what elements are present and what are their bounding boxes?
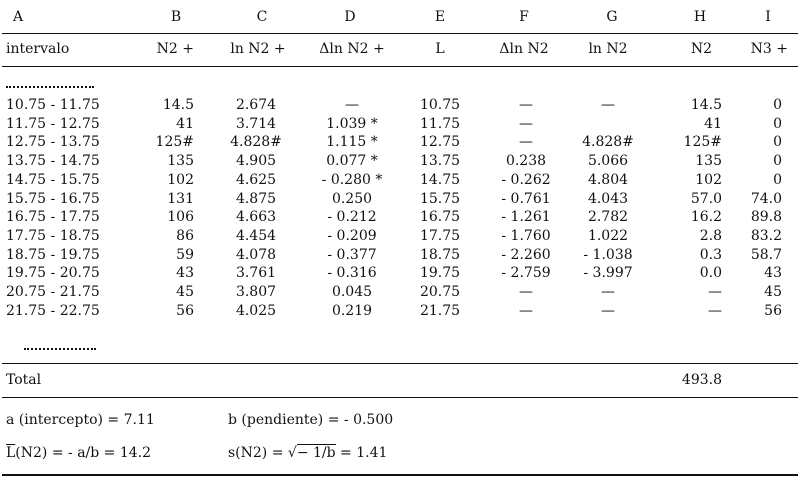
table-cell-h: 102 bbox=[695, 172, 722, 188]
table-cell-h: 2.8 bbox=[699, 228, 722, 244]
l-bar: $\overline{L}$ bbox=[6, 445, 16, 461]
table-bottom-rule bbox=[2, 474, 798, 476]
table-cell-g: — bbox=[601, 97, 615, 113]
table-cell-b: 106 bbox=[167, 209, 194, 225]
table-cell-d: 0.250 bbox=[331, 191, 373, 207]
table-cell-i: 74.0 bbox=[750, 191, 782, 207]
table-cell-b: 56 bbox=[176, 303, 194, 319]
table-cell-h: 14.5 bbox=[690, 97, 722, 113]
table-cell-i: 0 bbox=[773, 134, 782, 150]
column-header-b: N2 + bbox=[156, 41, 194, 57]
table-cell-f: — bbox=[519, 303, 533, 319]
table-cell-e: 15.75 bbox=[419, 191, 461, 207]
table-cell-b: 45 bbox=[176, 284, 194, 300]
table-cell-f: - 1.261 bbox=[501, 209, 551, 225]
table-cell-a: 20.75 - 21.75 bbox=[6, 284, 100, 300]
table-cell-i: 89.8 bbox=[750, 209, 782, 225]
table-cell-h: 16.2 bbox=[690, 209, 722, 225]
table-cell-d: 0.219 bbox=[331, 303, 373, 319]
table-cell-a: 12.75 - 13.75 bbox=[6, 134, 100, 150]
column-letter-g: G bbox=[606, 9, 618, 25]
table-cell-a: 17.75 - 18.75 bbox=[6, 228, 100, 244]
table-cell-g: 1.022 bbox=[587, 228, 629, 244]
continuation-dots-bottom bbox=[24, 348, 96, 350]
table-cell-e: 19.75 bbox=[419, 265, 461, 281]
table-cell-a: 16.75 - 17.75 bbox=[6, 209, 100, 225]
sd-text: s(N2) = √− 1/b = 1.41 bbox=[228, 445, 388, 461]
table-cell-i: 56 bbox=[764, 303, 782, 319]
column-letter-i: I bbox=[765, 9, 771, 25]
table-cell-h: — bbox=[708, 303, 722, 319]
column-letter-f: F bbox=[519, 9, 529, 25]
table-cell-g: - 3.997 bbox=[583, 265, 633, 281]
table-cell-i: 58.7 bbox=[750, 247, 782, 263]
column-header-a: intervalo bbox=[6, 41, 70, 57]
table-cell-e: 14.75 bbox=[419, 172, 461, 188]
table-cell-g: — bbox=[601, 303, 615, 319]
table-cell-g: 4.804 bbox=[587, 172, 629, 188]
table-cell-i: 83.2 bbox=[750, 228, 782, 244]
column-letter-b: B bbox=[170, 9, 182, 25]
table-cell-e: 11.75 bbox=[419, 116, 461, 132]
table-cell-c: 4.625 bbox=[235, 172, 277, 188]
header-bottom-rule bbox=[2, 66, 798, 67]
table-cell-i: 0 bbox=[773, 97, 782, 113]
mean-length-text bbox=[6, 444, 151, 462]
table-cell-h: 57.0 bbox=[690, 191, 722, 207]
continuation-dots-top bbox=[6, 86, 94, 88]
table-cell-b: 131 bbox=[167, 191, 194, 207]
sd-prefix: s(N2) = bbox=[228, 445, 288, 461]
column-letter-e: E bbox=[434, 9, 446, 25]
table-cell-c: 3.807 bbox=[235, 284, 277, 300]
table-cell-f: 0.238 bbox=[505, 153, 547, 169]
column-header-d: Δln N2 + bbox=[319, 41, 385, 57]
column-header-c: ln N2 + bbox=[230, 41, 286, 57]
table-cell-h: — bbox=[708, 284, 722, 300]
table-cell-i: 0 bbox=[773, 172, 782, 188]
table-cell-g: - 1.038 bbox=[583, 247, 633, 263]
slope-text: b (pendiente) = - 0.500 bbox=[228, 412, 394, 428]
table-cell-c: 4.905 bbox=[235, 153, 277, 169]
sd-radicand: − 1/b bbox=[296, 445, 336, 461]
column-letter-h: H bbox=[693, 9, 707, 25]
column-header-e: L bbox=[435, 41, 445, 57]
table-cell-g: 4.043 bbox=[587, 191, 629, 207]
column-header-g: ln N2 bbox=[588, 41, 628, 57]
table-cell-h: 41 bbox=[704, 116, 722, 132]
table-cell-b: 43 bbox=[176, 265, 194, 281]
table-cell-a: 10.75 - 11.75 bbox=[6, 97, 100, 113]
table-cell-c: 4.454 bbox=[235, 228, 277, 244]
table-cell-c: 3.714 bbox=[235, 116, 277, 132]
intercept-text: a (intercepto) = 7.11 bbox=[6, 412, 155, 428]
table-cell-h: 0.3 bbox=[699, 247, 722, 263]
table-cell-b: 86 bbox=[176, 228, 194, 244]
table-cell-e: 13.75 bbox=[419, 153, 461, 169]
table-cell-a: 19.75 - 20.75 bbox=[6, 265, 100, 281]
table-cell-a: 13.75 - 14.75 bbox=[6, 153, 100, 169]
table-cell-i: 45 bbox=[764, 284, 782, 300]
table-cell-d: - 0.212 bbox=[327, 209, 377, 225]
table-cell-b: 14.5 bbox=[162, 97, 194, 113]
table-cell-a: 18.75 - 19.75 bbox=[6, 247, 100, 263]
table-cell-h: 0.0 bbox=[699, 265, 722, 281]
column-header-f: Δln N2 bbox=[499, 41, 549, 57]
table-cell-a: 21.75 - 22.75 bbox=[6, 303, 100, 319]
table-cell-d: — bbox=[345, 97, 359, 113]
table-cell-b: 125# bbox=[155, 134, 194, 150]
column-header-h: N2 bbox=[690, 41, 712, 57]
table-cell-c: 4.025 bbox=[235, 303, 277, 319]
table-cell-c: 4.875 bbox=[235, 191, 277, 207]
table-cell-b: 41 bbox=[176, 116, 194, 132]
table-cell-c: 4.663 bbox=[235, 209, 277, 225]
mean-length-rest: (N2) = - a/b = 14.2 bbox=[15, 445, 152, 461]
table-cell-f: — bbox=[519, 116, 533, 132]
table-cell-e: 12.75 bbox=[419, 134, 461, 150]
table-cell-g: 2.782 bbox=[587, 209, 629, 225]
table-cell-b: 102 bbox=[167, 172, 194, 188]
table-cell-g: — bbox=[601, 284, 615, 300]
table-cell-e: 17.75 bbox=[419, 228, 461, 244]
table-cell-d: - 0.377 bbox=[327, 247, 377, 263]
table-cell-f: - 0.262 bbox=[501, 172, 551, 188]
table-cell-d: 0.045 bbox=[331, 284, 373, 300]
table-cell-d: - 0.316 bbox=[327, 265, 377, 281]
total-bottom-rule bbox=[2, 397, 798, 398]
table-cell-e: 21.75 bbox=[419, 303, 461, 319]
sd-result: = 1.41 bbox=[335, 445, 388, 461]
table-cell-c: 3.761 bbox=[235, 265, 277, 281]
table-cell-d: 1.115 * bbox=[326, 134, 378, 150]
table-cell-c: 4.828# bbox=[230, 134, 282, 150]
table-cell-f: — bbox=[519, 284, 533, 300]
table-cell-e: 16.75 bbox=[419, 209, 461, 225]
table-cell-b: 59 bbox=[176, 247, 194, 263]
total-label: Total bbox=[6, 372, 42, 388]
column-letter-d: D bbox=[344, 9, 356, 25]
table-cell-e: 18.75 bbox=[419, 247, 461, 263]
table-cell-a: 11.75 - 12.75 bbox=[6, 116, 100, 132]
column-header-i: N3 + bbox=[750, 41, 788, 57]
column-letter-c: C bbox=[256, 9, 268, 25]
table-cell-d: 0.077 * bbox=[326, 153, 378, 169]
table-cell-f: - 2.260 bbox=[501, 247, 551, 263]
table-cell-e: 10.75 bbox=[419, 97, 461, 113]
table-cell-f: - 1.760 bbox=[501, 228, 551, 244]
table-cell-i: 0 bbox=[773, 153, 782, 169]
table-cell-f: — bbox=[519, 97, 533, 113]
table-cell-c: 4.078 bbox=[235, 247, 277, 263]
column-letter-a: A bbox=[12, 9, 24, 25]
table-cell-e: 20.75 bbox=[419, 284, 461, 300]
table-cell-d: 1.039 * bbox=[326, 116, 378, 132]
total-value: 493.8 bbox=[681, 372, 722, 388]
total-top-rule bbox=[2, 363, 798, 364]
table-cell-d: - 0.209 bbox=[327, 228, 377, 244]
table-cell-a: 14.75 - 15.75 bbox=[6, 172, 100, 188]
table-cell-f: - 2.759 bbox=[501, 265, 551, 281]
table-cell-i: 43 bbox=[764, 265, 782, 281]
table-cell-i: 0 bbox=[773, 116, 782, 132]
table-cell-g: 5.066 bbox=[587, 153, 629, 169]
table-cell-c: 2.674 bbox=[235, 97, 277, 113]
table-cell-b: 135 bbox=[167, 153, 194, 169]
table-cell-a: 15.75 - 16.75 bbox=[6, 191, 100, 207]
table-cell-h: 135 bbox=[695, 153, 722, 169]
table-cell-f: - 0.761 bbox=[501, 191, 551, 207]
header-top-rule bbox=[2, 33, 798, 34]
table-cell-h: 125# bbox=[683, 134, 722, 150]
table-cell-d: - 0.280 * bbox=[321, 172, 383, 188]
table-cell-g: 4.828# bbox=[582, 134, 634, 150]
table-cell-f: — bbox=[519, 134, 533, 150]
